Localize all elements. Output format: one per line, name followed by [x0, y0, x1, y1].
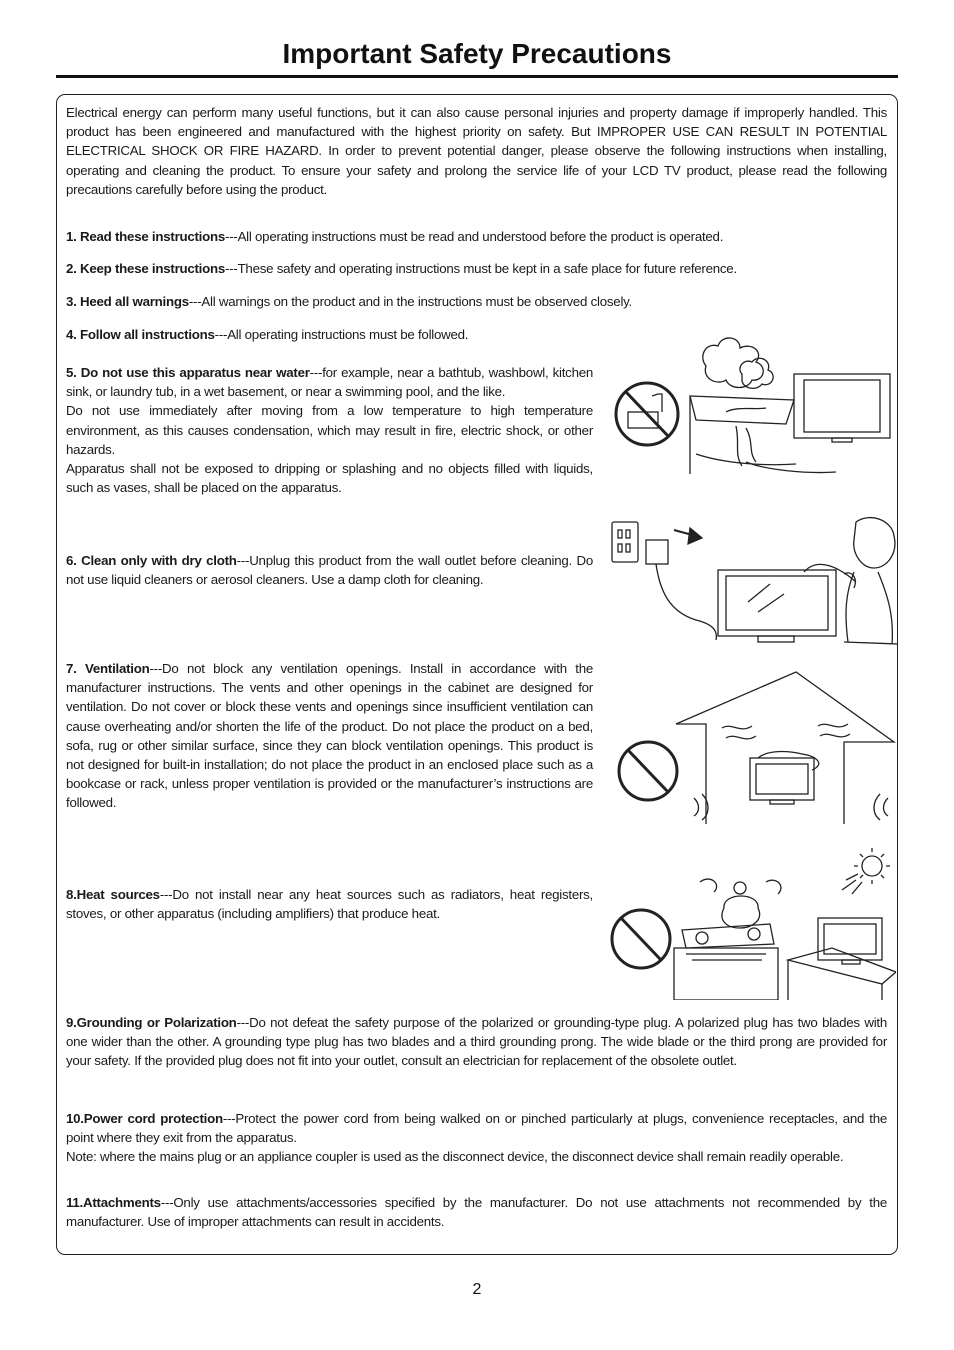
item-heading: 3. Heed all warnings	[66, 294, 189, 309]
prohibition-icon	[616, 383, 678, 445]
item-text: ---Unplug this product from the wall outlet before cleaning. Do not use liquid cleaners or aerosol cleaners. Use a damp cloth for cleaning.	[66, 553, 593, 588]
item-heading: 4. Follow all instructions	[66, 327, 215, 342]
item-2	[66, 259, 887, 278]
item-1	[66, 227, 887, 246]
item-heading: 6. Clean only with dry cloth	[66, 553, 237, 568]
item-text: ---Do not defeat the safety purpose of the polarized or grounding-type plug. A polarized plug has two blades with one wider than the other. A grounding type plug has two blades and a third grounding prong. The wide blade or the third prong are provided for your safety. If the provided plug does not fit into your outlet, consult an electrician for replacement of the obsolete outlet.	[66, 1015, 887, 1069]
water-warning-illustration	[606, 334, 896, 479]
covered-tv-icon	[750, 752, 819, 805]
enclosure-outline	[676, 672, 894, 824]
ventilation-illustration	[606, 668, 896, 828]
item-11	[66, 1193, 887, 1231]
item-text: ---All operating instructions must be followed.	[214, 327, 469, 342]
item-text: ---for example, near a bathtub, washbowl, kitchen sink, or laundry tub, in a wet basement, or near a swimming pool, and the like.	[66, 365, 593, 400]
item-text: ---All warnings on the product and in the instructions must be observed closely.	[188, 294, 633, 309]
item-8	[66, 885, 593, 923]
item-text: ---Protect the power cord from being walked on or pinched particularly at plugs, convenience receptacles, and the point where they exit from the apparatus.	[66, 1111, 887, 1146]
cleaning-illustration	[608, 512, 898, 652]
item-10	[66, 1109, 887, 1167]
item-text: ---Only use attachments/accessories specified by the manufacturer. Do not use attachments not recommended by the manufacturer. Use of improper attachments can result in accidents.	[66, 1195, 887, 1230]
prohibition-icon	[612, 910, 670, 968]
page-title: Important Safety Precautions	[282, 38, 672, 69]
item-heading: 10.Power cord protection	[66, 1111, 223, 1126]
wall-outlet-icon	[612, 522, 638, 562]
tv-icon	[718, 570, 836, 642]
intro-paragraph: Electrical energy can perform many useful functions, but it can also cause personal injuries and property damage if improperly handled. This product has been engineered and manufactured with the highest priority on safety. But IMPROPER USE CAN RESULT IN POTENTIAL ELECTRICAL SHOCK OR FIRE HAZARD. In order to prevent potential danger, please observe the following instructions when installing, operating and cleaning the product. To ensure your safety and prolong the service life of your LCD TV product, please read the following precautions carefully before using the product.	[66, 105, 887, 197]
item-heading: 1. Read these instructions	[66, 229, 226, 244]
tv-icon	[818, 918, 882, 964]
prohibition-icon	[619, 742, 677, 800]
item-heading: 2. Keep these instructions	[66, 261, 226, 276]
heat-sources-illustration	[606, 848, 896, 1000]
air-flow-icon	[722, 724, 850, 739]
item-7	[66, 659, 593, 813]
item-5	[66, 363, 593, 497]
item-text: ---All operating instructions must be read and understood before the product is operated.	[225, 229, 724, 244]
plug-icon	[646, 540, 716, 640]
kettle-icon	[700, 879, 781, 928]
item-extra: Apparatus shall not be exposed to dripping or splashing and no objects filled with liquids, such as vases, shall be placed on the apparatus.	[66, 461, 593, 496]
stove-icon	[674, 924, 778, 1000]
item-text: ---Do not install near any heat sources such as radiators, heat registers, stoves, or other apparatus (including amplifiers) that produce heat.	[66, 887, 593, 922]
item-text: ---These safety and operating instructions must be kept in a safe place for future reference.	[225, 261, 737, 276]
item-text: ---Do not block any ventilation openings. Install in accordance with the manufacturer instructions. The vents and other openings in the cabinet are designed for ventilation. Do not cover or block these vents and openings since insufficient ventilation can cause overheating and/or shorten the life of the product. Do not place the product on a bed, sofa, rug or other similar surface, since they can block ventilation openings. This product is not designed for built-in installation; do not place the product in an enclosed place such as a bookcase or rack, unless proper ventilation is provided or the manufacturer’s instructions are followed.	[66, 661, 593, 811]
table-icon	[788, 948, 896, 1000]
page-number: 2	[472, 1281, 482, 1298]
title-rule	[56, 75, 898, 78]
steam-cloud-icon	[703, 338, 773, 388]
bathtub-icon	[690, 396, 836, 474]
item-extra: Note: where the mains plug or an appliance coupler is used as the disconnect device, the disconnect device shall remain readily operable.	[66, 1149, 844, 1165]
item-heading: 9.Grounding or Polarization	[66, 1015, 237, 1030]
item-heading: 11.Attachments	[66, 1195, 161, 1210]
item-extra: Do not use immediately after moving from a low temperature to high temperature environment, as this causes condensation, which may result in fire, electric shock, or other hazards.	[66, 403, 593, 457]
item-heading: 5. Do not use this apparatus near water	[66, 365, 310, 380]
person-icon	[804, 518, 898, 644]
item-heading: 8.Heat sources	[66, 887, 160, 902]
sun-icon	[842, 848, 890, 894]
item-3	[66, 292, 887, 311]
tv-icon	[794, 374, 890, 442]
item-heading: 7. Ventilation	[66, 661, 150, 676]
item-6	[66, 551, 593, 589]
unplug-arrow-icon	[674, 528, 702, 544]
vent-marks	[694, 794, 888, 820]
item-9	[66, 1013, 887, 1071]
